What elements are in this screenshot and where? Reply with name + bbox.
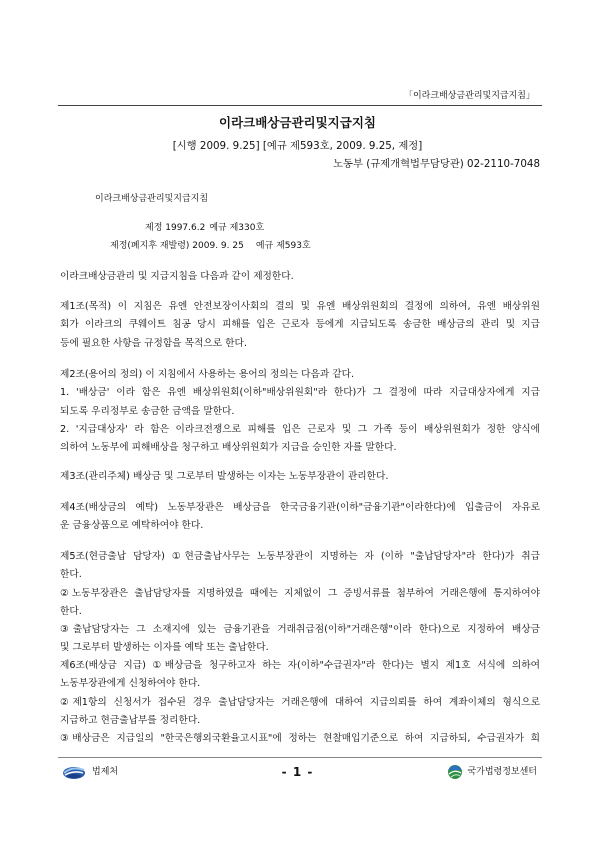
article-2: [60, 366, 540, 457]
article-line: 1. '배상금' 이라 함은 유엔 배상위원회(이하"배상위원회"라 한다)가 그 결정에 따라 지급대상자에게 지급: [60, 387, 540, 399]
history-number: 예규 제593호: [255, 241, 311, 251]
article-line: 운 금융상품으로 예탁하여야 한다.: [60, 520, 204, 532]
enforcement-info: [시행 2009. 9.25] [예규 제593호, 2009. 9.25, 제정]: [172, 140, 423, 152]
article-line: 노동부장관에게 신청하여야 한다.: [60, 678, 201, 690]
article-line: 회가 이라크의 쿠웨이트 침공 당시 피해를 입은 근로자 등에게 지급되도록 송금한 배상금의 관리 및 지급: [60, 319, 540, 331]
enactment-history-item: [110, 238, 311, 254]
article-5: [60, 548, 540, 658]
article-line: 제3조(관리주체) 배상금 및 그로부터 발생하는 이자는 노동부장관이 관리한다.: [60, 471, 389, 482]
header-divider: [58, 105, 542, 106]
footer-right-label: 국가법령정보센터: [467, 767, 537, 777]
law-info-center-logo-icon: [447, 764, 463, 780]
article-line: 등에 필요한 사항을 규정함을 목적으로 한다.: [60, 337, 247, 349]
article-line: 의하여 노동부에 피해배상을 청구하고 배상위원회가 지급을 승인한 자를 말한다.: [60, 442, 397, 454]
article-line: 한다.: [60, 569, 82, 581]
article-line: 제5조(현금출납 담당자) ①현금출납사무는 노동부장관이 지명하는 자 (이하 "출납담당자"라 한다)가 취급: [60, 551, 540, 562]
enactment-history-item: [145, 220, 264, 236]
article-line: ③배상금은 지급일의 "한국은행외국환율고시표"에 정하는 현찰매입기준으로 하여 지급하되, 수급권자가 희: [60, 733, 540, 745]
preamble: 이라크배상금관리 및 지급지침을 다음과 같이 제정한다.: [60, 271, 294, 282]
article-line: 제6조(배상금 지급) ①배상금을 청구하고자 하는 자(이하"수급권자"라 한다)는 별지 제1호 서식에 의하여: [60, 660, 540, 671]
article-line: 제4조(배상금의 예탁) 노동부장관은 배상금을 한국금융기관(이하"금융기관"이라한다)에 입출금이 자유로: [60, 502, 540, 513]
article-line: 제1조(목적) 이 지침은 유엔 안전보장이사회의 결의 및 유엔 배상위원회의 결정에 의하여, 유엔 배상위원: [60, 301, 540, 312]
article-line: 및 그로부터 발생하는 이자를 예탁 또는 출납한다.: [60, 642, 269, 654]
history-date: 제정(폐지후 재발령) 2009. 9. 25: [110, 241, 244, 251]
article-line: 지급하고 현금출납부를 정리한다.: [60, 714, 201, 726]
ministry-contact: 노동부 (규제개혁법무담당관) 02-2110-7048: [333, 158, 540, 170]
article-3: [60, 468, 540, 486]
article-6: [60, 657, 540, 748]
article-4: [60, 499, 540, 536]
article-line: 2. '지급대상자' 라 함은 이라크전쟁으로 피해를 입은 근로자 및 그 가족 등이 배상위원회가 정한 양식에: [60, 423, 540, 435]
page-number: - 1 -: [281, 765, 314, 779]
article-line: ②노동부장관은 출납담당자를 지명하였을 때에는 지체없이 그 증빙서류를 첨부하여 거래은행에 통지하여야: [60, 587, 540, 599]
page-footer: [0, 763, 595, 781]
document-title: 이라크배상금관리및지급지침: [219, 115, 376, 130]
history-number: 예규 제330호: [209, 223, 265, 233]
article-line: ③출납담당자는 그 소재지에 있는 금융기관을 거래취급점(이하"거래은행"이라 한다)으로 지정하여 배상금: [60, 624, 540, 636]
article-line: 되도록 우리정부로 송금한 금액을 말한다.: [60, 405, 235, 417]
history-date: 제정 1997.6.2: [145, 223, 206, 233]
footer-right: [447, 764, 537, 780]
article-line: 한다.: [60, 605, 82, 617]
running-header: 「이라크배상금관리및지급지침」: [403, 91, 535, 101]
regulation-name: 이라크배상금관리및지급지침: [95, 194, 209, 204]
footer-left-label: 법제처: [92, 767, 119, 777]
article-line: 제2조(용어의 정의) 이 지침에서 사용하는 용어의 정의는 다음과 같다.: [60, 369, 355, 380]
article-line: ②제1항의 신청서가 접수된 경우 출납담당자는 거래은행에 대하여 지급의뢰를 하여 계좌이체의 형식으로: [60, 696, 540, 708]
footer-divider: [58, 757, 542, 758]
article-1: [60, 298, 540, 353]
